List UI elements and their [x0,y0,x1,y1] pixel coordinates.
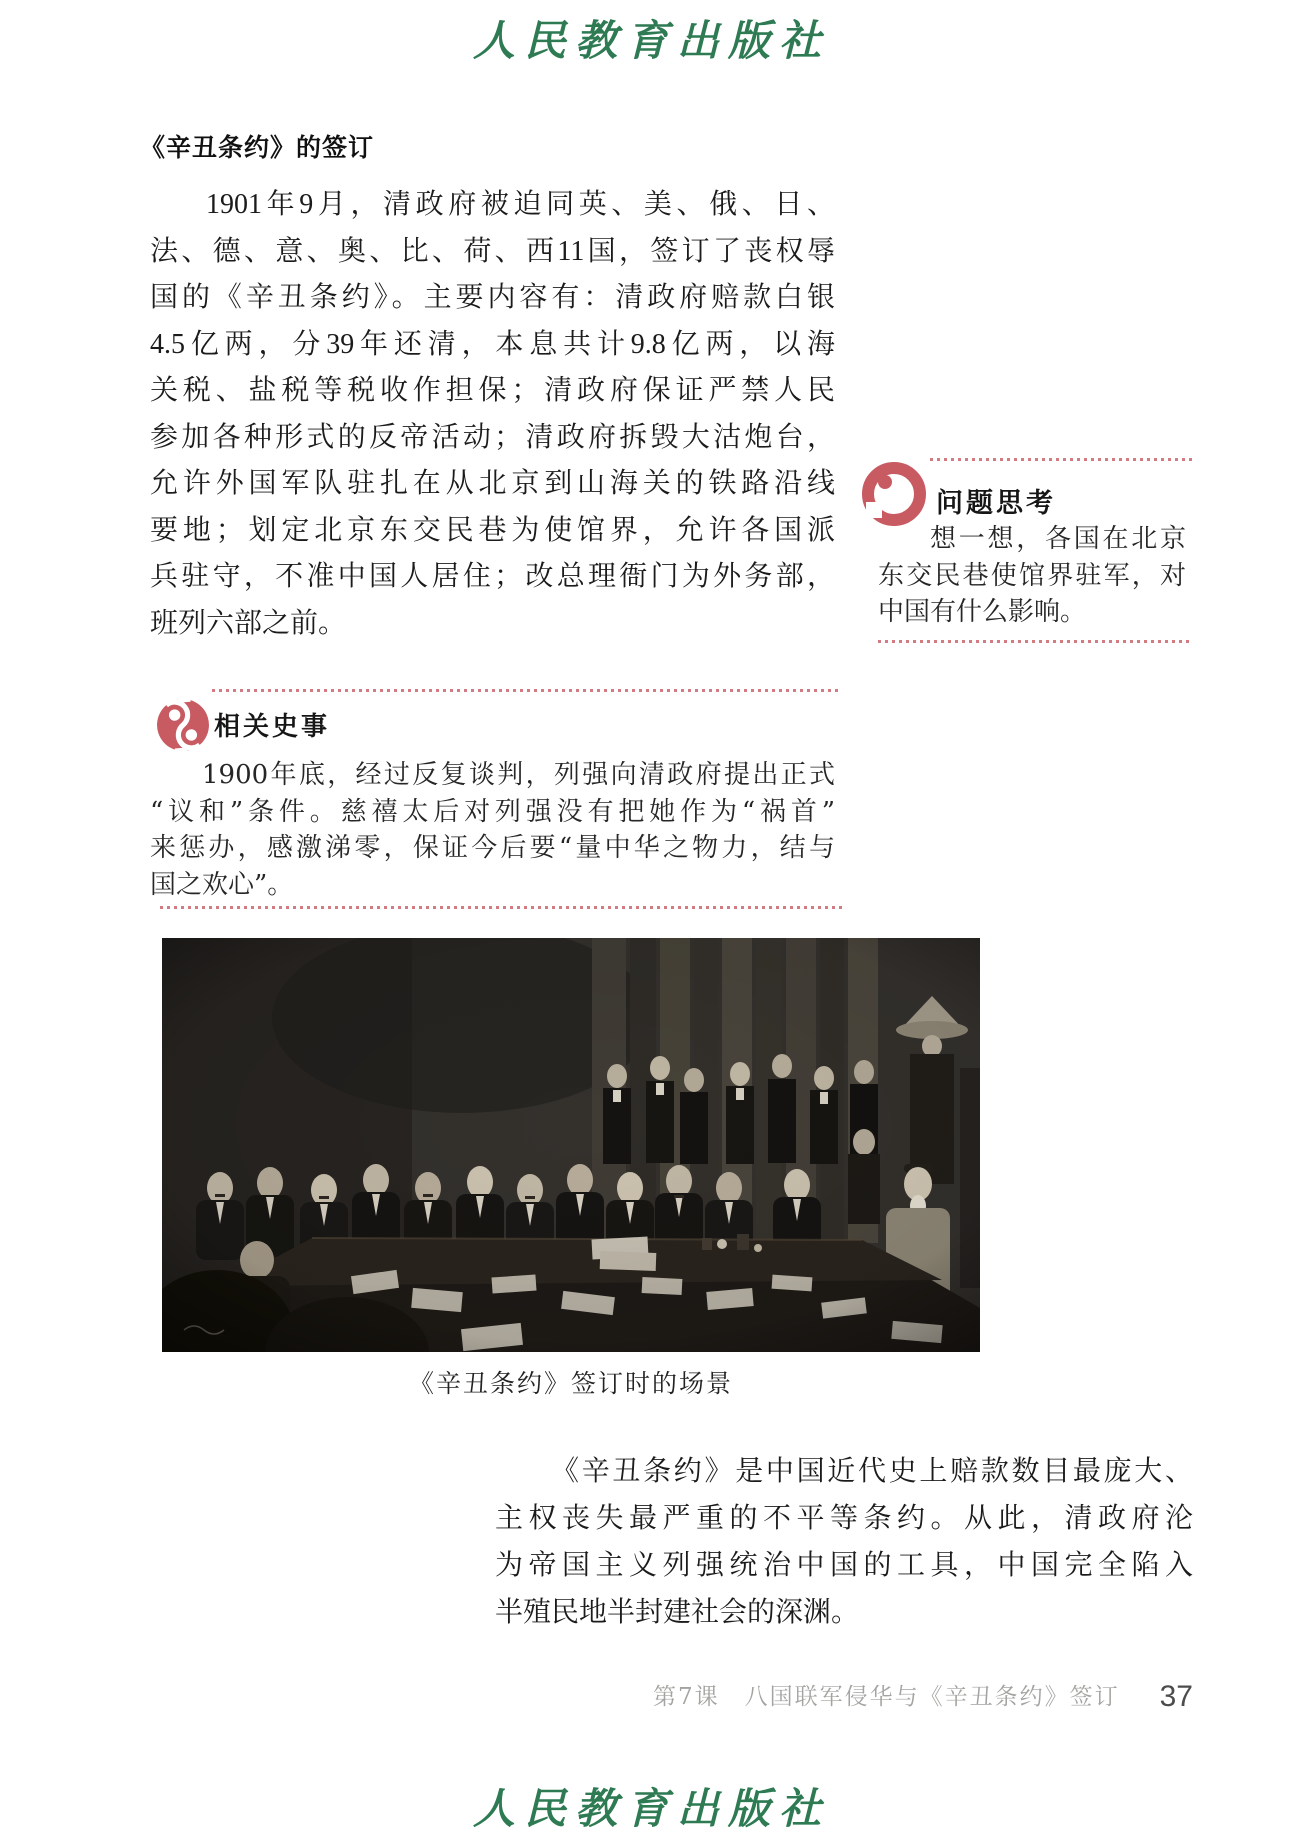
text-line: 为帝国主义列强统治中国的工具，中国完全陷入 [495,1550,1193,1581]
text-line: 中国有什么影响。 [878,597,1087,627]
question-box-divider-top [930,458,1193,461]
publisher-logo-bottom [0,1776,1303,1836]
publisher-logo-text: 人民教育出版社 [472,1784,830,1833]
related-box-text [150,757,835,903]
text-line: 允许外国军队驻扎在从北京到山海关的铁路沿线 [150,468,835,499]
section-heading: 《辛丑条约》的签订 [140,134,375,162]
text-line: 国的《辛丑条约》。主要内容有：清政府赔款白银 [150,282,835,313]
text-line: 法、德、意、奥、比、荷、西11国，签订了丧权辱 [150,235,835,267]
question-box-title: 问题思考 [936,488,1056,518]
text-line: 班列六部之前。 [150,607,347,639]
text-line: 国之欢心”。 [150,869,294,900]
text-line: 1901年9月，清政府被迫同英、美、俄、日、 [206,189,835,220]
text-line: 想一想，各国在北京 [930,524,1186,554]
related-box-title: 相关史事 [214,711,331,741]
text-line: 兵驻守，不准中国人居住；改总理衙门为外务部， [150,561,835,592]
text-line: 关税、盐税等税收作担保；清政府保证严禁人民 [150,375,835,406]
related-history-icon [156,698,210,752]
text-line: 半殖民地半封建社会的深渊。 [495,1597,860,1628]
main-paragraph [150,182,835,647]
page-number: 37 [1159,1680,1193,1713]
question-box-divider-bottom [878,640,1193,643]
page-footer [653,1678,1193,1714]
text-line: 东交民巷使馆界驻军，对 [878,560,1186,591]
text-line: 1900年底，经过反复谈判，列强向清政府提出正式 [202,760,835,790]
text-line: 要地；划定北京东交民巷为使馆界，允许各国派 [150,514,835,546]
text-line: 《辛丑条约》是中国近代史上赔款数目最庞大、 [551,1456,1193,1487]
text-line: “议和”条件。慈禧太后对列强没有把她作为“祸首” [150,796,835,827]
footer-lesson-title: 第7课 八国联军侵华与《辛丑条约》签订 [652,1684,1120,1710]
treaty-signing-photo [162,938,980,1352]
text-line: 主权丧失最严重的不平等条约。从此，清政府沦 [495,1503,1193,1534]
photo-caption: 《辛丑条约》签订时的场景 [408,1371,733,1398]
text-line: 参加各种形式的反帝活动；清政府拆毁大沽炮台， [150,421,835,453]
publisher-logo-top [0,8,1303,68]
conclusion-paragraph [495,1448,1193,1636]
text-line: 4.5亿两，分39年还清，本息共计9.8亿两，以海 [150,328,835,360]
related-box-divider-top [212,689,840,692]
question-box-text [878,521,1186,631]
question-icon [862,462,926,526]
related-box-divider-bottom [160,906,843,909]
photo-illustration [162,938,980,1352]
text-line: 来惩办，感激涕零，保证今后要“量中华之物力，结与 [150,833,835,863]
publisher-logo-text: 人民教育出版社 [472,16,830,65]
